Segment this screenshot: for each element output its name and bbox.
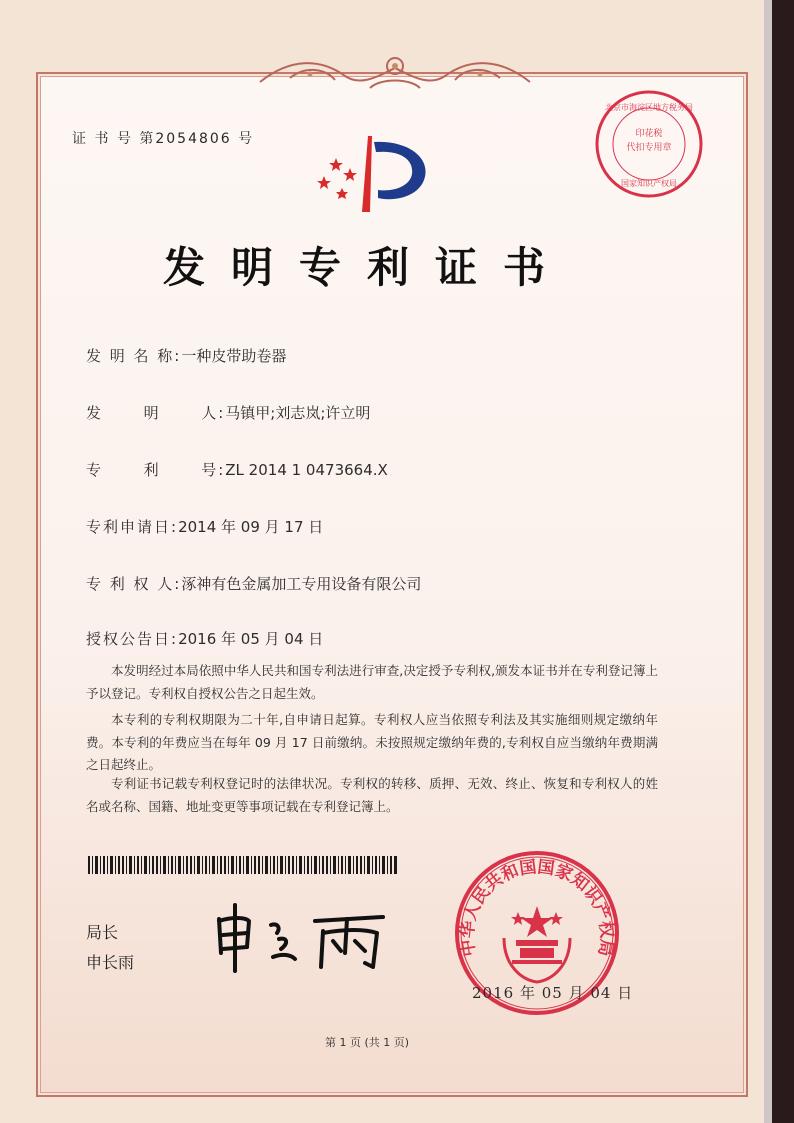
paragraph-legal-status: 专利证书记载专利权登记时的法律状况。专利权的转移、质押、无效、终止、恢复和专利权人的姓名或名称、国籍、地址变更等事项记载在专利登记簿上。	[86, 776, 658, 814]
patentee-label: 专 利 权 人:	[86, 575, 182, 593]
tax-stamp-seal-icon	[593, 88, 705, 200]
scan-edge-light	[764, 0, 772, 1123]
announce-date-label: 授权公告日:	[86, 630, 179, 648]
certificate-title: 发明专利证书	[162, 243, 571, 292]
invention-name-label: 发 明 名 称:	[86, 347, 182, 365]
paragraph-grant: 本发明经过本局依照中华人民共和国专利法进行审查,决定授予专利权,颁发本证书并在专利登记簿上予以登记。专利权自授权公告之日起生效。	[86, 663, 658, 701]
filing-date-row	[86, 516, 323, 537]
barcode-icon	[88, 856, 398, 874]
paragraph-term: 本专利的专利权期限为二十年,自申请日起算。专利权人应当依照专利法及其实施细则规定缴纳年费。本专利的年费应当在每年 09 月 17 日前缴纳。未按照规定缴纳年费的,专利权自应当缴纳年费期满之日起终止。	[86, 712, 658, 772]
announce-date-value: 2016 年 05 月 04 日	[178, 630, 324, 648]
filing-date-value: 2014 年 09 月 17 日	[178, 518, 324, 536]
grant-date: 2016 年 05 月 04 日	[472, 984, 634, 1002]
inventor-label: 发 明 人:	[86, 404, 226, 422]
scan-edge-dark	[772, 0, 794, 1123]
inventor-row	[86, 402, 370, 423]
top-ornament-icon	[250, 48, 540, 94]
director-title: 局长	[86, 923, 119, 942]
patentee-row	[86, 573, 421, 594]
patent-number-value: ZL 2014 1 0473664.X	[225, 461, 388, 479]
inventor-value: 马镇甲;刘志岚;许立明	[225, 404, 371, 422]
announce-date-row	[86, 628, 323, 649]
invention-name-value: 一种皮带助卷器	[181, 347, 287, 365]
svg-text:国家知识产权局: 国家知识产权局	[621, 179, 677, 188]
patent-office-emblem-icon	[310, 128, 442, 212]
director-signature-icon	[205, 895, 395, 975]
filing-date-label: 专利申请日:	[86, 518, 179, 536]
patent-number-label: 专 利 号:	[86, 461, 226, 479]
invention-name-row	[86, 345, 286, 366]
page-indicator: 第 1 页 (共 1 页)	[324, 1036, 410, 1049]
director-name: 申长雨	[86, 953, 135, 972]
patentee-value: 涿神有色金属加工专用设备有限公司	[181, 575, 422, 593]
svg-text:北京市海淀区地方税务局: 北京市海淀区地方税务局	[605, 103, 693, 112]
certificate-number: 证 书 号 第2054806 号	[72, 131, 255, 147]
svg-text:代扣专用章: 代扣专用章	[626, 143, 672, 153]
svg-text:印花税: 印花税	[635, 129, 663, 139]
seal-text: 中华人民共和国国家知识产权局	[457, 857, 617, 958]
patent-number-row	[86, 459, 388, 480]
